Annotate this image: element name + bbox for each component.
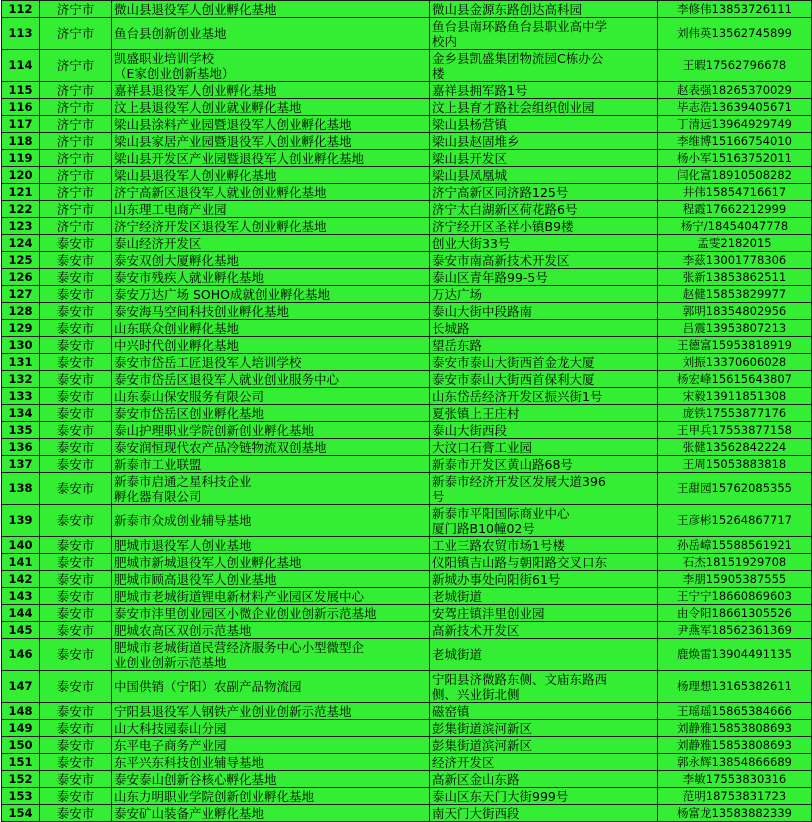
table-row <box>2 252 812 269</box>
row-number: 140 <box>2 537 40 554</box>
row-number: 114 <box>2 50 40 82</box>
table-row <box>2 473 812 505</box>
row-contact: 李朋15905387555 <box>658 571 812 588</box>
row-address: 创业大街33号 <box>430 235 658 252</box>
table-row <box>2 218 812 235</box>
row-name: 泰安市岱岳区创业孵化基地 <box>112 405 430 422</box>
row-city: 泰安市 <box>40 456 112 473</box>
row-name: 山东力明职业学院创新创业孵化基地 <box>112 788 430 805</box>
row-contact: 李维博15166754010 <box>658 133 812 150</box>
table-row <box>2 788 812 805</box>
table-row <box>2 703 812 720</box>
row-name: 鱼台县创新创业基地 <box>112 18 430 50</box>
row-contact: 张健13562842224 <box>658 439 812 456</box>
row-number: 120 <box>2 167 40 184</box>
row-address: 泰山大街西段 <box>430 422 658 439</box>
table-row <box>2 18 812 50</box>
row-number: 139 <box>2 505 40 537</box>
row-city: 泰安市 <box>40 588 112 605</box>
row-name: 泰安海马空间科技创业孵化基地 <box>112 303 430 320</box>
row-address: 磁窑镇 <box>430 703 658 720</box>
row-name: 宁阳县退役军人钢铁产业创业创新示范基地 <box>112 703 430 720</box>
row-address: 彭集街道滨河新区 <box>430 737 658 754</box>
row-address: 泰山大街中段路南 <box>430 303 658 320</box>
row-address: 高新区金山东路 <box>430 771 658 788</box>
row-city: 济宁市 <box>40 201 112 218</box>
row-address: 梁山县开发区 <box>430 150 658 167</box>
row-name: 梁山县家居产业园暨退役军人创业孵化基地 <box>112 133 430 150</box>
row-city: 泰安市 <box>40 805 112 822</box>
table-row <box>2 388 812 405</box>
row-city: 泰安市 <box>40 671 112 703</box>
row-city: 济宁市 <box>40 150 112 167</box>
row-city: 济宁市 <box>40 99 112 116</box>
row-city: 济宁市 <box>40 82 112 99</box>
row-number: 144 <box>2 605 40 622</box>
row-name: 梁山县涂料产业园暨退役军人创业孵化基地 <box>112 116 430 133</box>
row-name: 肥城市退役军人创业基地 <box>112 537 430 554</box>
row-number: 113 <box>2 18 40 50</box>
row-contact: 程霞17662212999 <box>658 201 812 218</box>
row-city: 泰安市 <box>40 422 112 439</box>
row-number: 149 <box>2 720 40 737</box>
table-row <box>2 639 812 671</box>
row-number: 121 <box>2 184 40 201</box>
row-address: 济宁太白湖新区荷花路6号 <box>430 201 658 218</box>
row-name: 肥城市新城退役军人创业孵化基地 <box>112 554 430 571</box>
row-city: 泰安市 <box>40 320 112 337</box>
row-city: 泰安市 <box>40 754 112 771</box>
row-address: 梁山县凤凰城 <box>430 167 658 184</box>
table-row <box>2 537 812 554</box>
row-number: 112 <box>2 1 40 18</box>
row-number: 136 <box>2 439 40 456</box>
table-row <box>2 201 812 218</box>
row-name: 泰安双创大厦孵化基地 <box>112 252 430 269</box>
table-row <box>2 184 812 201</box>
row-address: 万达广场 <box>430 286 658 303</box>
table-row <box>2 605 812 622</box>
table-row <box>2 439 812 456</box>
row-contact: 王彦彬15264867717 <box>658 505 812 537</box>
row-city: 泰安市 <box>40 720 112 737</box>
table-row <box>2 303 812 320</box>
row-number: 130 <box>2 337 40 354</box>
row-address: 泰安市泰山大街西首金龙大厦 <box>430 354 658 371</box>
table-row <box>2 1 812 18</box>
row-number: 115 <box>2 82 40 99</box>
row-address: 宁阳县济微路东侧、文庙东路西 侧、兴业街北侧 <box>430 671 658 703</box>
row-address: 新城办事处向阳街61号 <box>430 571 658 588</box>
row-name: 凯盛职业培训学校 （E家创业创新基地） <box>112 50 430 82</box>
row-address: 嘉祥县拥军路1号 <box>430 82 658 99</box>
row-city: 泰安市 <box>40 371 112 388</box>
row-city: 泰安市 <box>40 605 112 622</box>
row-address: 南天门大街西段 <box>430 805 658 822</box>
row-number: 143 <box>2 588 40 605</box>
row-contact: 范明18753831723 <box>658 788 812 805</box>
row-number: 125 <box>2 252 40 269</box>
row-city: 济宁市 <box>40 133 112 150</box>
row-number: 145 <box>2 622 40 639</box>
table-row <box>2 337 812 354</box>
row-contact: 孟雯2182015 <box>658 235 812 252</box>
row-name: 新泰市众成创业辅导基地 <box>112 505 430 537</box>
row-contact: 王周15053883818 <box>658 456 812 473</box>
row-number: 138 <box>2 473 40 505</box>
row-name: 山东联众创业孵化基地 <box>112 320 430 337</box>
row-contact: 杨宁/18454047778 <box>658 218 812 235</box>
row-city: 泰安市 <box>40 235 112 252</box>
row-city: 泰安市 <box>40 337 112 354</box>
table-row <box>2 50 812 82</box>
row-number: 124 <box>2 235 40 252</box>
row-address: 微山县金源东路创达高科园 <box>430 1 658 18</box>
row-city: 泰安市 <box>40 269 112 286</box>
row-name: 肥城市老城街道锂电新材料产业园区发展中心 <box>112 588 430 605</box>
table-row <box>2 82 812 99</box>
row-address: 金乡县凯盛集团物流园C栋办公 楼 <box>430 50 658 82</box>
row-name: 梁山县退役军人创业孵化基地 <box>112 167 430 184</box>
row-address: 大汶口石膏工业园 <box>430 439 658 456</box>
row-address: 济宁经开区圣祥小镇B9楼 <box>430 218 658 235</box>
row-city: 泰安市 <box>40 771 112 788</box>
row-city: 泰安市 <box>40 473 112 505</box>
row-name: 泰安矿山装备产业孵化基地 <box>112 805 430 822</box>
row-address: 泰安市南高新技术开发区 <box>430 252 658 269</box>
row-number: 118 <box>2 133 40 150</box>
row-number: 128 <box>2 303 40 320</box>
row-address: 老城街道 <box>430 639 658 671</box>
table-row <box>2 505 812 537</box>
table-row <box>2 588 812 605</box>
table-row <box>2 269 812 286</box>
row-contact: 鹿焕雷13904491135 <box>658 639 812 671</box>
row-contact: 王德富15953818919 <box>658 337 812 354</box>
table-body <box>2 1 812 822</box>
row-name: 中国供销（宁阳）农副产品物流园 <box>112 671 430 703</box>
row-name: 肥城农高区双创示范基地 <box>112 622 430 639</box>
row-city: 泰安市 <box>40 622 112 639</box>
row-address: 望岳东路 <box>430 337 658 354</box>
row-number: 150 <box>2 737 40 754</box>
row-contact: 杨富龙13583882339 <box>658 805 812 822</box>
row-number: 151 <box>2 754 40 771</box>
row-address: 山东岱岳经济开发区振兴街1号 <box>430 388 658 405</box>
row-city: 济宁市 <box>40 18 112 50</box>
row-address: 仪阳镇吉山路与朝阳路交叉口东 <box>430 554 658 571</box>
row-name: 肥城市老城街道民营经济服务中心小型微型企 业创业创新示范基地 <box>112 639 430 671</box>
row-city: 泰安市 <box>40 571 112 588</box>
row-number: 131 <box>2 354 40 371</box>
row-number: 127 <box>2 286 40 303</box>
row-address: 济宁高新区同济路125号 <box>430 184 658 201</box>
table-row <box>2 554 812 571</box>
row-contact: 王甜园15762085355 <box>658 473 812 505</box>
row-contact: 孙岳嶂15588561921 <box>658 537 812 554</box>
row-city: 泰安市 <box>40 703 112 720</box>
row-contact: 刘静雅15853808693 <box>658 737 812 754</box>
table-row <box>2 99 812 116</box>
row-name: 泰山经济开发区 <box>112 235 430 252</box>
row-contact: 刘振13370606028 <box>658 354 812 371</box>
row-name: 济宁高新区退役军人就业创业孵化基地 <box>112 184 430 201</box>
row-contact: 刘伟英13562745899 <box>658 18 812 50</box>
row-city: 济宁市 <box>40 116 112 133</box>
row-contact: 丁清远13964929749 <box>658 116 812 133</box>
row-contact: 赵健15853829977 <box>658 286 812 303</box>
row-city: 泰安市 <box>40 286 112 303</box>
row-address: 泰山区东天门大街999号 <box>430 788 658 805</box>
row-name: 济宁经济开发区退役军人创业孵化基地 <box>112 218 430 235</box>
table-row <box>2 671 812 703</box>
row-number: 148 <box>2 703 40 720</box>
row-contact: 杨宏峰15615643807 <box>658 371 812 388</box>
table-row <box>2 167 812 184</box>
row-contact: 王瑶瑶15865384666 <box>658 703 812 720</box>
row-contact: 宋毅13911851308 <box>658 388 812 405</box>
row-address: 新泰市开发区黄山路68号 <box>430 456 658 473</box>
row-city: 泰安市 <box>40 505 112 537</box>
table-row <box>2 456 812 473</box>
row-address: 鱼台县南环路鱼台县职业高中学 校内 <box>430 18 658 50</box>
row-address: 新泰市平阳国际商业中心 厦门路B10幢02号 <box>430 505 658 537</box>
row-number: 129 <box>2 320 40 337</box>
row-city: 泰安市 <box>40 252 112 269</box>
row-number: 153 <box>2 788 40 805</box>
row-city: 泰安市 <box>40 554 112 571</box>
row-number: 132 <box>2 371 40 388</box>
row-contact: 井伟15854716617 <box>658 184 812 201</box>
row-address: 泰安市泰山大街西首保利大厦 <box>430 371 658 388</box>
row-name: 泰安万达广场 SOHO成就创业孵化基地 <box>112 286 430 303</box>
row-name: 新泰市启通之星科技企业 孵化器有限公司 <box>112 473 430 505</box>
row-city: 济宁市 <box>40 1 112 18</box>
row-contact: 李修伟13853726111 <box>658 1 812 18</box>
row-name: 肥城市顾高退役军人创业基地 <box>112 571 430 588</box>
row-contact: 石杰18151929708 <box>658 554 812 571</box>
table-row <box>2 235 812 252</box>
row-number: 154 <box>2 805 40 822</box>
row-contact: 庞铁17553877176 <box>658 405 812 422</box>
row-address: 高新技术开发区 <box>430 622 658 639</box>
row-name: 泰安润恒现代农产品冷链物流双创基地 <box>112 439 430 456</box>
row-name: 泰安市岱岳区退役军人就业创业服务中心 <box>112 371 430 388</box>
row-contact: 吕震13953807213 <box>658 320 812 337</box>
row-number: 133 <box>2 388 40 405</box>
row-city: 泰安市 <box>40 737 112 754</box>
row-number: 135 <box>2 422 40 439</box>
row-number: 126 <box>2 269 40 286</box>
row-name: 山东泰山保安服务有限公司 <box>112 388 430 405</box>
table-row <box>2 354 812 371</box>
table-row <box>2 771 812 788</box>
row-name: 泰安市岱岳工匠退役军人培训学校 <box>112 354 430 371</box>
row-name: 汶上县退役军人创业就业孵化基地 <box>112 99 430 116</box>
row-address: 彭集街道滨河新区 <box>430 720 658 737</box>
row-city: 泰安市 <box>40 303 112 320</box>
table-row <box>2 150 812 167</box>
row-contact: 赵表强18265370029 <box>658 82 812 99</box>
table-row <box>2 622 812 639</box>
row-address: 梁山县杨营镇 <box>430 116 658 133</box>
row-number: 142 <box>2 571 40 588</box>
row-city: 泰安市 <box>40 537 112 554</box>
row-number: 141 <box>2 554 40 571</box>
table-row <box>2 754 812 771</box>
table-row <box>2 116 812 133</box>
row-name: 东平兴东科技创业辅导基地 <box>112 754 430 771</box>
row-city: 济宁市 <box>40 50 112 82</box>
row-name: 梁山县开发区产业园暨退役军人创业孵化基地 <box>112 150 430 167</box>
row-contact: 王宁宁18660869603 <box>658 588 812 605</box>
row-number: 117 <box>2 116 40 133</box>
row-city: 泰安市 <box>40 439 112 456</box>
row-address: 长城路 <box>430 320 658 337</box>
row-address: 老城街道 <box>430 588 658 605</box>
row-address: 新泰市经济开发区发展大道396 号 <box>430 473 658 505</box>
row-address: 经济开发区 <box>430 754 658 771</box>
row-name: 东平电子商务产业园 <box>112 737 430 754</box>
row-number: 137 <box>2 456 40 473</box>
table-row <box>2 371 812 388</box>
row-name: 微山县退役军人创业孵化基地 <box>112 1 430 18</box>
row-city: 泰安市 <box>40 388 112 405</box>
row-address: 汶上县育才路社会组织创业园 <box>430 99 658 116</box>
row-address: 夏张镇上王庄村 <box>430 405 658 422</box>
row-city: 济宁市 <box>40 167 112 184</box>
row-city: 泰安市 <box>40 639 112 671</box>
row-city: 泰安市 <box>40 354 112 371</box>
incubator-table <box>1 0 812 822</box>
row-number: 146 <box>2 639 40 671</box>
table-row <box>2 571 812 588</box>
row-contact: 郭明18354802956 <box>658 303 812 320</box>
row-contact: 李敏17553830316 <box>658 771 812 788</box>
row-number: 122 <box>2 201 40 218</box>
row-address: 工业三路农贸市场1号楼 <box>430 537 658 554</box>
row-address: 泰山区青年路99-5号 <box>430 269 658 286</box>
row-name: 中兴时代创业孵化基地 <box>112 337 430 354</box>
row-contact: 李茲13001778306 <box>658 252 812 269</box>
row-city: 泰安市 <box>40 788 112 805</box>
table-row <box>2 286 812 303</box>
row-address: 梁山县赵固堆乡 <box>430 133 658 150</box>
row-contact: 张新13853862511 <box>658 269 812 286</box>
row-number: 152 <box>2 771 40 788</box>
row-contact: 杨理想13165382611 <box>658 671 812 703</box>
row-contact: 杨小军15163752011 <box>658 150 812 167</box>
row-number: 134 <box>2 405 40 422</box>
row-contact: 闫化富18910508282 <box>658 167 812 184</box>
row-contact: 刘静雅15853808693 <box>658 720 812 737</box>
row-name: 山东理工电商产业园 <box>112 201 430 218</box>
row-name: 新泰市工业联盟 <box>112 456 430 473</box>
row-address: 安驾庄镇沣里创业园 <box>430 605 658 622</box>
row-city: 泰安市 <box>40 405 112 422</box>
table-row <box>2 720 812 737</box>
row-contact: 尹燕军18562361369 <box>658 622 812 639</box>
row-contact: 王甲兵17553877158 <box>658 422 812 439</box>
row-contact: 由令阳18661305526 <box>658 605 812 622</box>
row-city: 济宁市 <box>40 218 112 235</box>
table-row <box>2 320 812 337</box>
row-city: 济宁市 <box>40 184 112 201</box>
table-row <box>2 422 812 439</box>
row-number: 119 <box>2 150 40 167</box>
table-row <box>2 805 812 822</box>
row-name: 泰安泰山创新谷核心孵化基地 <box>112 771 430 788</box>
row-contact: 毕志浩13639405671 <box>658 99 812 116</box>
row-number: 147 <box>2 671 40 703</box>
row-contact: 郭永辉13854866689 <box>658 754 812 771</box>
table-row <box>2 405 812 422</box>
row-number: 123 <box>2 218 40 235</box>
row-contact: 王暇17562796678 <box>658 50 812 82</box>
row-name: 山大科技园泰山分园 <box>112 720 430 737</box>
table-row <box>2 133 812 150</box>
row-name: 嘉祥县退役军人创业孵化基地 <box>112 82 430 99</box>
row-name: 泰山护理职业学院创新创业孵化基地 <box>112 422 430 439</box>
row-name: 泰安市沣里创业园区小微企业创业创新示范基地 <box>112 605 430 622</box>
row-number: 116 <box>2 99 40 116</box>
row-name: 泰安市残疾人就业孵化基地 <box>112 269 430 286</box>
table-row <box>2 737 812 754</box>
